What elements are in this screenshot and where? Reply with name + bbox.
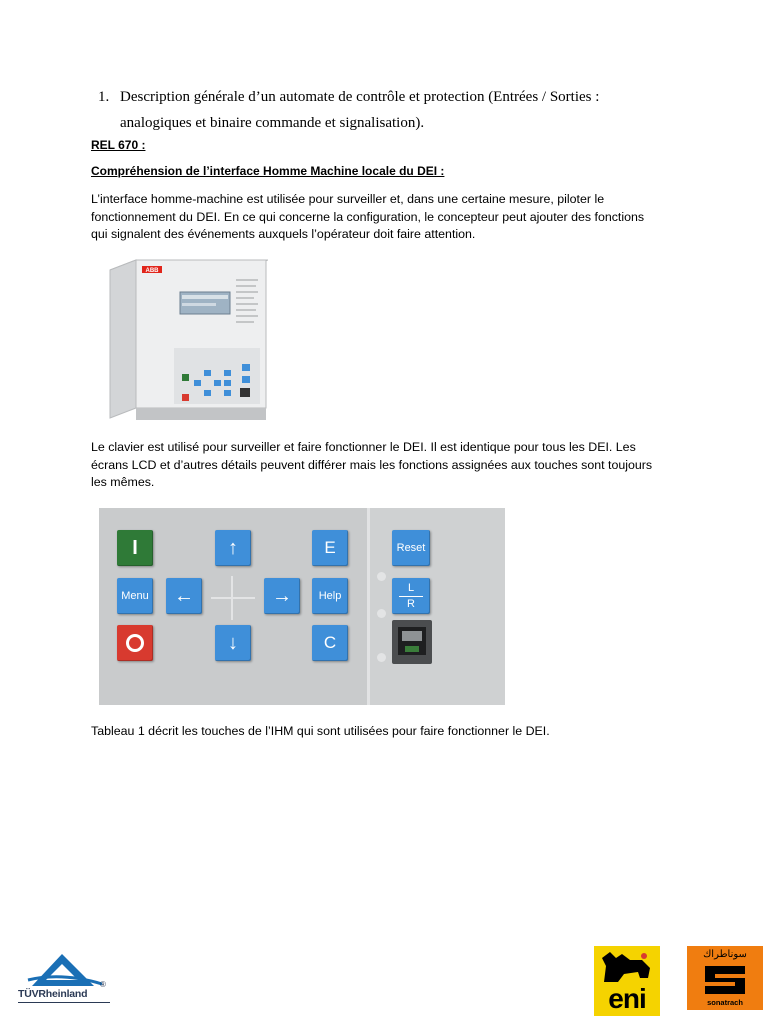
local-remote-key — [392, 578, 430, 614]
sonatrach-text: sonatrach — [707, 998, 743, 1007]
off-key-circle-icon — [126, 634, 144, 652]
sonatrach-arabic-text: سوناطراك — [703, 949, 747, 960]
right-arrow-key: → — [264, 578, 300, 614]
keypad-right-panel — [367, 508, 505, 705]
para2-line1: Le clavier est utilisé pour surveiller et faire fonctionner le DEI. Il est identique pour tous les DEI. Les — [91, 440, 636, 454]
cross-line-h — [211, 597, 255, 599]
tuv-rheinland-logo — [18, 950, 114, 1006]
eni-text: eni — [608, 983, 646, 1014]
para2-line3: les mêmes. — [91, 475, 155, 489]
left-arrow-key: ← — [166, 578, 202, 614]
paragraph-keypad-intro — [91, 439, 691, 492]
on-key: I — [117, 530, 153, 566]
heading-line-1: Description générale d’un automate de contrôle et protection (Entrées / Sorties : — [120, 89, 600, 105]
para1-line3: qui signalent des événements auxquels l’opérateur doit faire attention. — [91, 227, 476, 241]
up-arrow-key: ↑ — [215, 530, 251, 566]
clear-key: C — [312, 625, 348, 661]
relay-device-image — [108, 258, 268, 424]
ethernet-port-icon — [392, 620, 432, 664]
tuv-text: TÜVRheinland — [18, 988, 88, 1000]
paragraph-table-ref: Tableau 1 décrit les touches de l’IHM qui sont utilisées pour faire fonctionner le DEI. — [91, 724, 550, 738]
help-key: Help — [312, 578, 348, 614]
led-2 — [377, 609, 386, 618]
tuv-registered: ® — [100, 980, 106, 989]
lr-divider — [399, 596, 423, 597]
down-arrow-key: ↓ — [215, 625, 251, 661]
menu-key: Menu — [117, 578, 153, 614]
led-3 — [377, 653, 386, 662]
remote-label: R — [407, 597, 415, 610]
local-label: L — [407, 581, 415, 594]
reset-key: Reset — [392, 530, 430, 566]
eni-logo — [594, 946, 660, 1016]
paragraph-hmi-intro — [91, 191, 691, 244]
para1-line1: L’interface homme-machine est utilisée pour surveiller et, dans une certaine mesure, piloter le — [91, 192, 605, 206]
enter-key: E — [312, 530, 348, 566]
para1-line2: fonctionnement du DEI. En ce qui concerne la configuration, le concepteur peut ajouter des fonctions — [91, 209, 645, 224]
abb-logo: ABB — [145, 268, 159, 274]
heading-number: 1. — [98, 89, 110, 105]
section-title: Compréhension de l’interface Homme Machine locale du DEI : — [91, 164, 445, 178]
model-title: REL 670 : — [91, 138, 146, 152]
keypad-image — [99, 508, 502, 705]
heading-line-2: analogiques et binaire commande et signalisation). — [120, 115, 425, 131]
sonatrach-logo — [687, 946, 763, 1010]
led-1 — [377, 572, 386, 581]
off-key — [117, 625, 153, 661]
para2-line2: écrans LCD et d’autres détails peuvent différer mais les fonctions assignées aux touches sont toujours — [91, 457, 653, 472]
